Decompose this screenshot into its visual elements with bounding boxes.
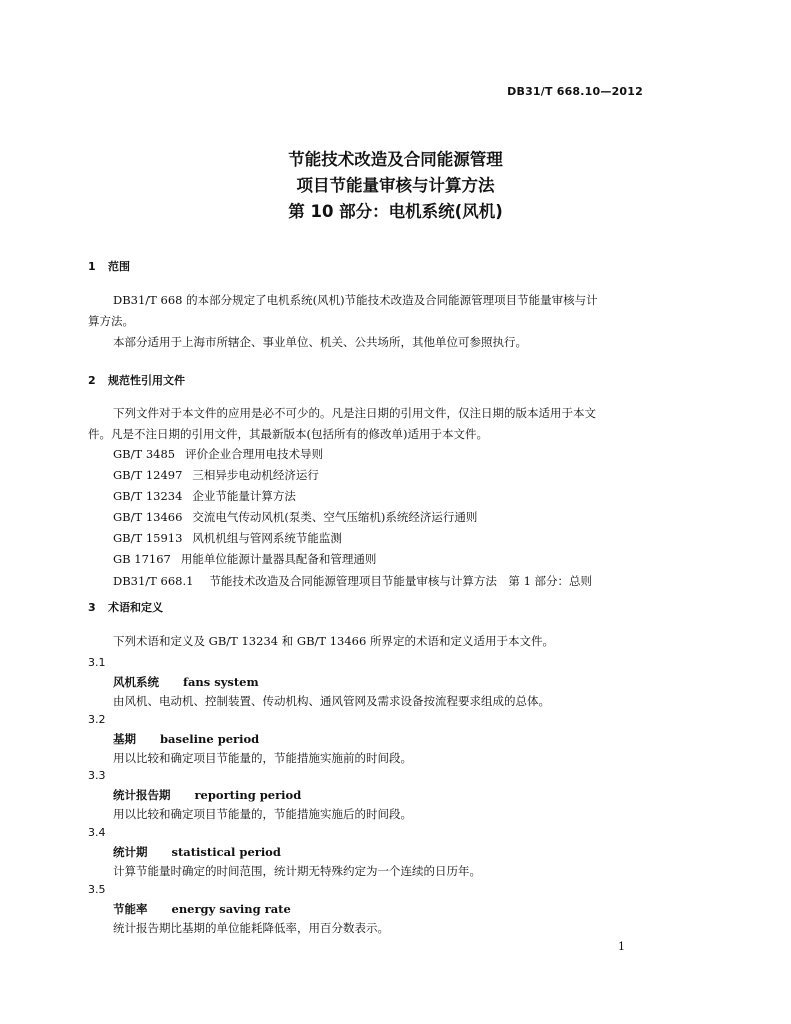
standard-number: DB31/T 668.10—2012: [507, 85, 643, 98]
reference-item: [113, 571, 592, 592]
reference-item: [113, 528, 592, 549]
term-definition: 统计报告期比基期的单位能耗降低率，用百分数表示。: [113, 921, 389, 935]
term-number: 3.3: [88, 769, 106, 782]
term-number: 3.5: [88, 883, 106, 896]
page-number: 1: [618, 940, 625, 953]
reference-item: [113, 444, 592, 465]
scope-line: 本部分适用于上海市所辖企、事业单位、机关、公共场所，其他单位可参照执行。: [113, 335, 527, 349]
reference-item: [113, 486, 592, 507]
document-title: [0, 147, 791, 225]
term-number: 3.4: [88, 826, 106, 839]
section-title: 规范性引用文件: [108, 374, 185, 387]
normative-intro-line: 件。凡是不注日期的引用文件，其最新版本(包括所有的修改单)适用于本文件。: [88, 427, 488, 441]
reference-code: GB/T 12497: [113, 468, 183, 483]
section-title: 范围: [108, 260, 130, 273]
terms-intro: [88, 631, 654, 652]
term-name-cn: 基期: [113, 732, 136, 746]
term-name-en: statistical period: [171, 845, 281, 859]
section-number: 2: [88, 374, 96, 387]
term-definition: 用以比较和确定项目节能量的，节能措施实施前的时间段。: [113, 751, 412, 765]
title-line-1: 节能技术改造及合同能源管理: [288, 150, 503, 169]
term-name: [113, 901, 291, 917]
reference-code: GB/T 3485: [113, 447, 176, 461]
section-number: 1: [88, 260, 96, 273]
reference-title: 三相异步电动机经济运行: [192, 468, 319, 483]
reference-item: [113, 549, 592, 570]
scope-line: DB31/T 668 的本部分规定了电机系统(风机)节能技术改造及合同能源管理项目节能量审核与计: [113, 293, 598, 307]
reference-title: 企业节能量计算方法: [192, 489, 296, 504]
reference-code: GB/T 13234: [113, 489, 183, 504]
reference-item: [113, 465, 592, 486]
term-name: [113, 787, 301, 803]
term-number: 3.2: [88, 713, 106, 726]
section-number: 3: [88, 601, 96, 614]
reference-title: 评价企业合理用电技术导则: [185, 447, 324, 461]
section-3-heading: [88, 599, 163, 615]
term-definition: 由风机、电动机、控制装置、传动机构、通风管网及需求设备按流程要求组成的总体。: [113, 694, 550, 708]
scope-paragraph: [88, 290, 654, 353]
title-line-3: 第 10 部分：电机系统(风机): [288, 202, 503, 221]
reference-title: 用能单位能源计量器具配备和管理通则: [180, 552, 377, 567]
term-definition: 用以比较和确定项目节能量的，节能措施实施后的时间段。: [113, 807, 412, 821]
section-1-heading: [88, 258, 130, 274]
term-name-en: baseline period: [160, 732, 260, 746]
normative-intro: [88, 403, 654, 445]
reference-list: [113, 444, 592, 592]
scope-line: 算方法。: [88, 314, 134, 328]
term-name-cn: 风机系统: [113, 675, 159, 689]
term-name-en: reporting period: [194, 788, 302, 802]
term-definition: 计算节能量时确定的时间范围，统计期无特殊约定为一个连续的日历年。: [113, 864, 481, 878]
reference-code: GB/T 13466: [113, 510, 183, 525]
term-name-en: energy saving rate: [171, 902, 291, 916]
terms-intro-line: 下列术语和定义及 GB/T 13234 和 GB/T 13466 所界定的术语和定义适用于本文件。: [113, 634, 554, 648]
term-number: 3.1: [88, 656, 106, 669]
reference-item: [113, 507, 592, 528]
reference-title: 风机机组与管网系统节能监测: [192, 531, 342, 546]
term-name: [113, 844, 281, 860]
term-name-cn: 统计报告期: [113, 788, 171, 802]
reference-title: 交流电气传动风机(泵类、空气压缩机)系统经济运行通则: [192, 510, 478, 525]
section-2-heading: [88, 372, 185, 388]
term-name-cn: 统计期: [113, 845, 148, 859]
reference-code: GB/T 15913: [113, 531, 183, 546]
term-name: [113, 731, 259, 747]
reference-title: 节能技术改造及合同能源管理项目节能量审核与计算方法 第 1 部分：总则: [209, 573, 593, 588]
normative-intro-line: 下列文件对于本文件的应用是必不可少的。凡是注日期的引用文件，仅注日期的版本适用于本文: [113, 406, 596, 420]
term-name-cn: 节能率: [113, 902, 148, 916]
section-title: 术语和定义: [108, 601, 163, 614]
reference-code: GB 17167: [113, 552, 171, 567]
term-name-en: fans system: [183, 675, 259, 689]
reference-code: DB31/T 668.1: [113, 573, 194, 588]
title-line-2: 项目节能量审核与计算方法: [296, 176, 495, 195]
term-name: [113, 674, 259, 690]
